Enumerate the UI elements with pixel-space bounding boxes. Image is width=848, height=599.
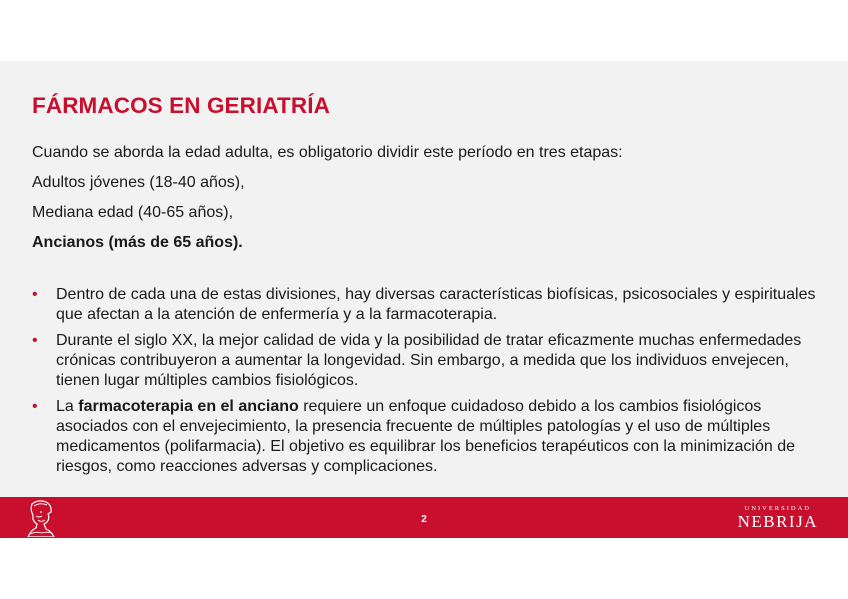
bullet-item (32, 397, 822, 477)
bullet-text: Durante el siglo XX, la mejor calidad de vida y la posibilidad de tratar eficazmente muchas enfermedades crónicas contribuyeron a aumentar la longevidad. Sin embargo, a medida que los individuos envejecen, tienen lugar múltiples cambios fisiológicos. (56, 332, 802, 389)
intro-block (32, 143, 623, 263)
slide-title: FÁRMACOS EN GERIATRÍA (32, 93, 330, 118)
bullet-text-suffix: requiere un enfoque cuidadoso debido a los cambios fisiológicos asociados con el envejecimiento, la presencia frecuente de múltiples patologías y el uso de múltiples medicamentos (polifarmacia). El objetivo es equilibrar los beneficios terapéuticos con la minimización de riesgos, como reacciones adversas y complicaciones. (56, 398, 796, 475)
bullet-list (32, 285, 822, 483)
brand-small: UNIVERSIDAD (744, 505, 811, 512)
bullet-marker: • (32, 398, 38, 415)
intro-line: Cuando se aborda la edad adulta, es obligatorio dividir este período en tres etapas: (32, 144, 623, 161)
bullet-marker: • (32, 332, 38, 349)
intro-line: Adultos jóvenes (18-40 años), (32, 174, 245, 191)
intro-line-emphasis: Ancianos (más de 65 años). (32, 234, 243, 251)
intro-line: Mediana edad (40-65 años), (32, 204, 234, 221)
footer-bar (0, 497, 848, 538)
brand-big: NEBRIJA (737, 512, 818, 531)
page-number: 2 (421, 514, 427, 525)
bullet-text: Dentro de cada una de estas divisiones, hay diversas características biofísicas, psicosociales y espirituales que afectan a la atención de enfermería y a la farmacoterapia. (56, 286, 816, 323)
nebrija-logo (738, 505, 818, 532)
bullet-marker: • (32, 286, 38, 303)
bullet-item (32, 331, 822, 391)
bullet-text-prefix: La (56, 398, 79, 415)
bullet-text-bold: farmacoterapia en el anciano (78, 398, 299, 415)
bullet-item (32, 285, 822, 325)
